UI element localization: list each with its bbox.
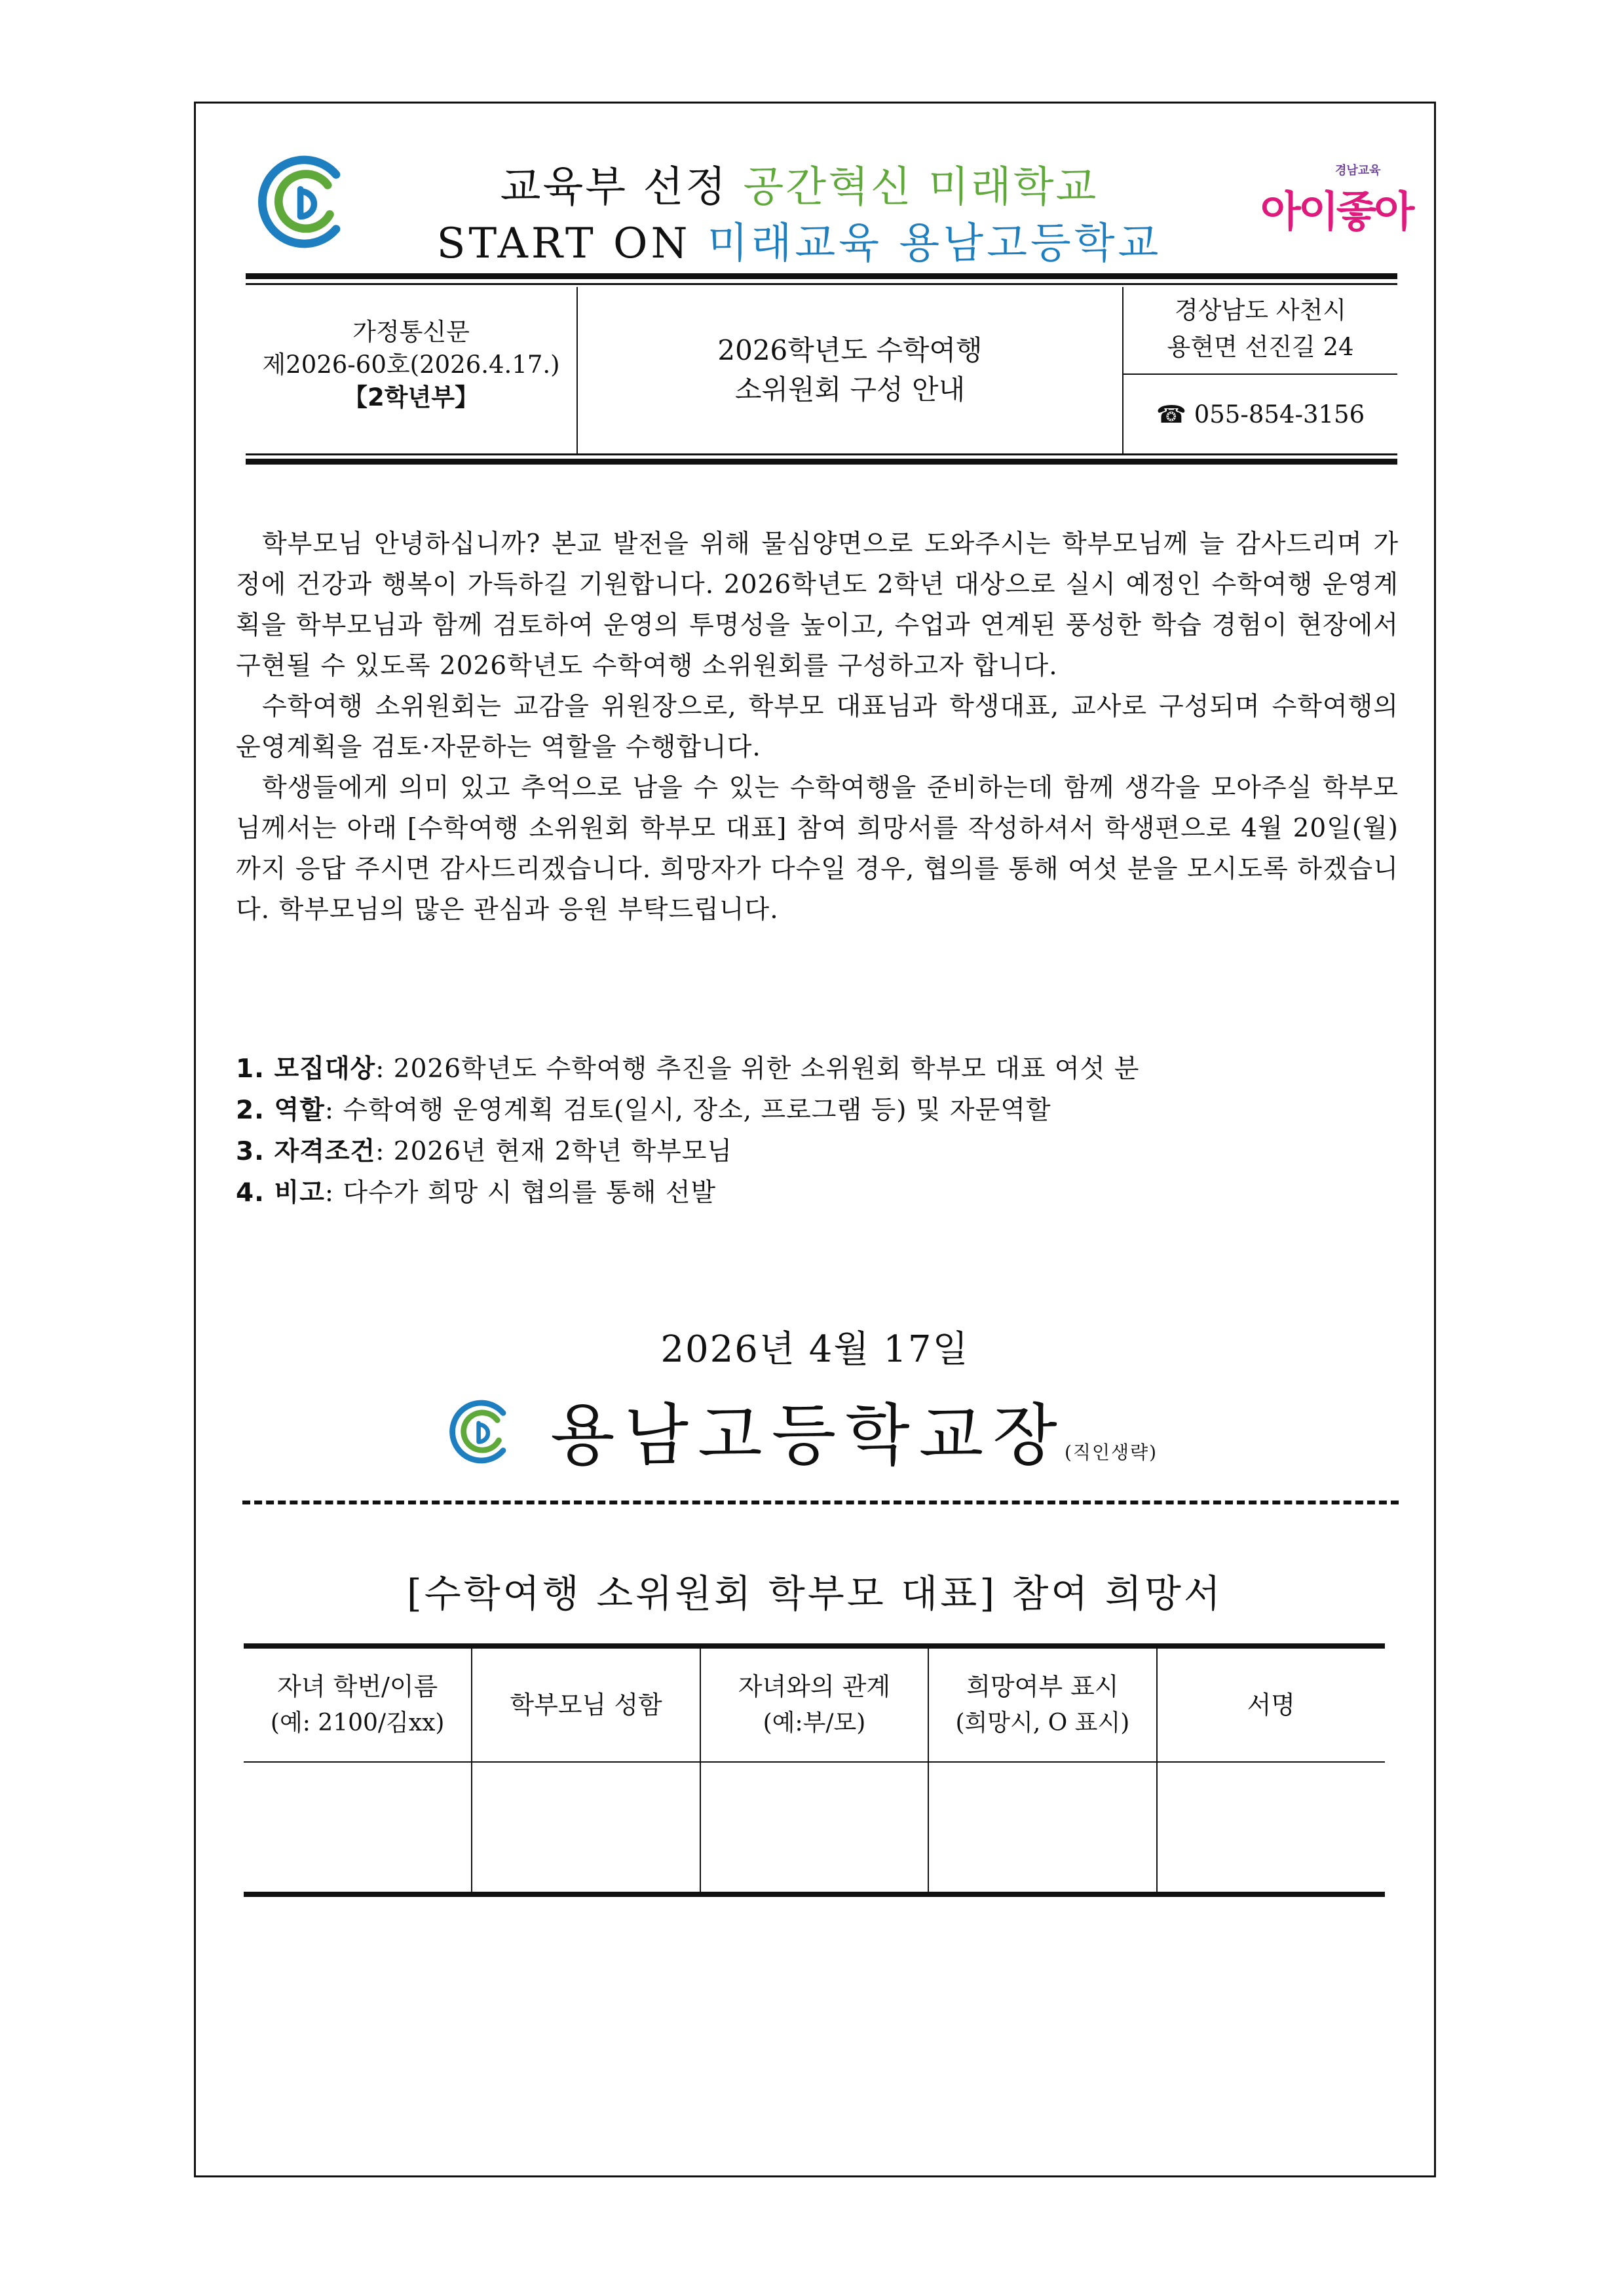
student-id-field[interactable] xyxy=(244,1762,472,1894)
form-title: [수학여행 소위원회 학부모 대표] 참여 희망서 xyxy=(407,1571,1223,1616)
application-form-table xyxy=(244,1643,1385,1897)
list-item: 1. 모집대상: 2026학년도 수학여행 추진을 위한 소위원회 학부모 대표 여섯 분 xyxy=(236,1054,1140,1084)
list-item: 4. 비고: 다수가 희망 시 협의를 통해 선발 xyxy=(236,1178,717,1208)
column-relationship: 자녀와의 관계 (예:부/모) xyxy=(700,1646,928,1762)
newsletter-subject xyxy=(578,331,1122,410)
school-logo-icon xyxy=(252,149,357,254)
newsletter-type: 가정통신문 xyxy=(352,318,470,346)
signature-field[interactable] xyxy=(1157,1762,1385,1894)
participation-field[interactable] xyxy=(928,1762,1156,1894)
paragraph-greeting: 학부모님 안녕하십니까? 본교 발전을 위해 물심양면으로 도와주시는 학부모님께 늘 감사드리며 가정에 건강과 행복이 가득하길 기원합니다. 2026학년도 2학년 대상으로 실시 예정인 수학여행 운영계획을 학부모님과 함께 검토하여 운영의 투명성을 높이고, 수업과 연계된 풍성한 학습 경험이 현장에서 구현될 수 있도록 2026학년도 수학여행 소위원회를 구성하고자 합니다. xyxy=(236,529,1399,681)
cut-line xyxy=(242,1501,1399,1504)
paragraph-committee: 수학여행 소위원회는 교감을 위원장으로, 학부모 대표님과 학생대표, 교사로 구성되며 수학여행의 운영계획을 검토·자문하는 역할을 수행합니다. xyxy=(236,692,1399,762)
subject-line2: 소위원회 구성 안내 xyxy=(734,373,966,406)
issue-date: 2026년 4월 17일 xyxy=(660,1328,970,1371)
relationship-field[interactable] xyxy=(700,1762,928,1894)
info-divider-3 xyxy=(1123,373,1397,375)
school-logo-small-icon xyxy=(445,1396,518,1468)
principal-signature: 용남고등학교장 xyxy=(550,1397,1067,1475)
column-participation: 희망여부 표시 (희망시, O 표시) xyxy=(928,1646,1156,1762)
column-parent-name: 학부모님 성함 xyxy=(472,1646,700,1762)
phone-icon: ☎ xyxy=(1156,400,1186,429)
address-line1: 경상남도 사천시 xyxy=(1175,296,1346,324)
header-rule-top-thin xyxy=(246,283,1397,285)
parent-name-field[interactable] xyxy=(472,1762,700,1894)
seal-omitted-note: (직인생략) xyxy=(1065,1442,1158,1463)
header-rule-top xyxy=(246,273,1397,279)
header-rule-bottom xyxy=(246,459,1397,465)
header-title-line2: START ON 미래교육 용남고등학교 xyxy=(436,220,1162,268)
phone-number: 055-854-3156 xyxy=(1194,400,1365,429)
department: 【2학년부】 xyxy=(343,383,479,411)
recruitment-details xyxy=(236,1048,1399,1214)
form-entry-row xyxy=(244,1762,1385,1894)
form-header-row xyxy=(244,1646,1385,1762)
issue-number: 제2026-60호(2026.4.17.) xyxy=(262,351,560,379)
brand-logo: 경남교육 아이좋아 xyxy=(1260,164,1412,237)
list-item: 2. 역할: 수학여행 운영계획 검토(일시, 장소, 프로그램 등) 및 자문역할 xyxy=(236,1096,1051,1125)
header-rule-bottom-thin xyxy=(246,453,1397,455)
school-phone xyxy=(1124,398,1397,431)
school-address xyxy=(1124,292,1397,366)
column-signature: 서명 xyxy=(1157,1646,1385,1762)
paragraph-request: 학생들에게 의미 있고 추억으로 남을 수 있는 수학여행을 준비하는데 함께 생각을 모아주실 학부모님께서는 아래 [수학여행 소위원회 학부모 대표] 참여 희망서를 작성하셔서 학생편으로 4월 20일(월)까지 응답 주시면 감사드리겠습니다. 희망자가 다수일 경우, 협의를 통해 여섯 분을 모시도록 하겠습니다. 학부모님의 많은 관심과 응원 부탁드립니다. xyxy=(236,773,1399,925)
newsletter-info xyxy=(246,316,576,414)
header-title-line1: 교육부 선정 공간혁신 미래학교 xyxy=(500,163,1099,212)
column-student-id: 자녀 학번/이름 (예: 2100/김xx) xyxy=(244,1646,472,1762)
subject-line1: 2026학년도 수학여행 xyxy=(717,334,983,366)
address-line2: 용현면 선진길 24 xyxy=(1167,333,1354,361)
list-item: 3. 자격조건: 2026년 현재 2학년 학부모님 xyxy=(236,1137,733,1166)
letter-body xyxy=(236,524,1399,930)
